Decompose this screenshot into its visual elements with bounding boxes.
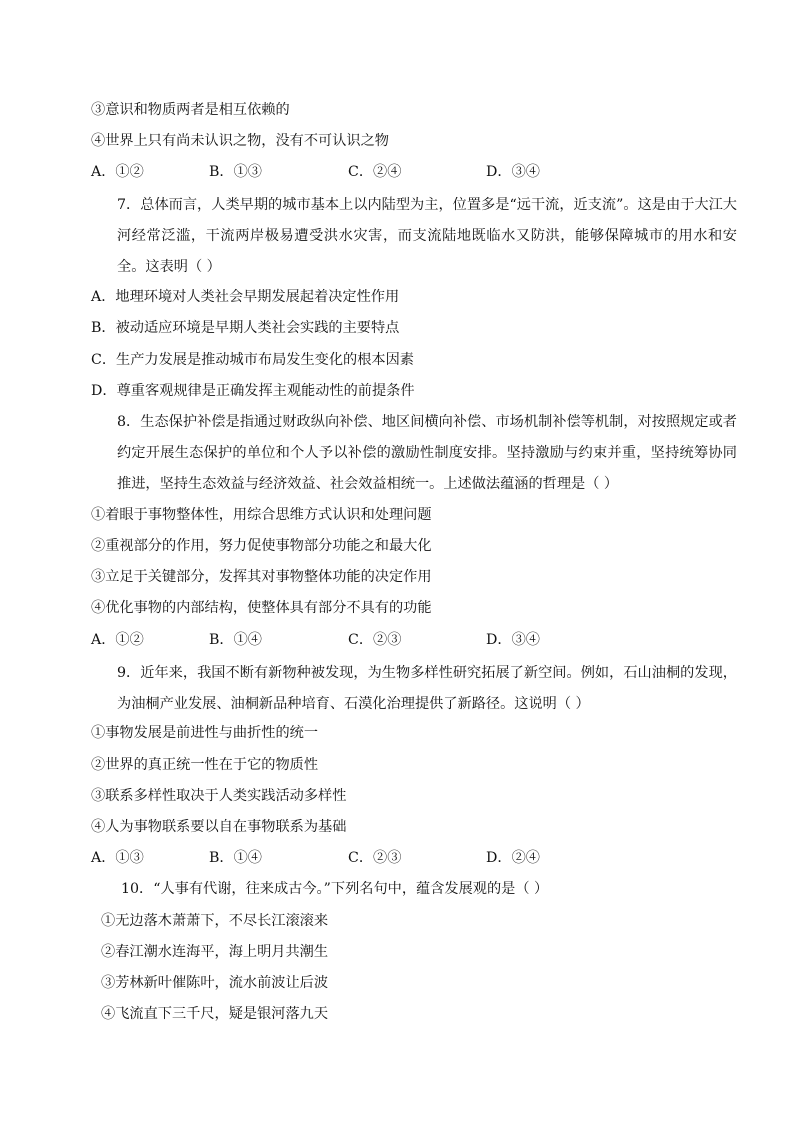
q8-option-c: C．②③ (348, 632, 402, 648)
q8-stem: 8．生态保护补偿是指通过财政纵向补偿、地区间横向补偿、市场机制补偿等机制，对按照规定或者约定开展生态保护的单位和个人予以补偿的激励性制度安排。坚持激励与约束并重，坚持统筹协同推进，坚持生态效益与经济效益、社会效益相统一。上述做法蕴涵的哲理是（ ） (117, 414, 737, 492)
q8-item-1: ①着眼于事物整体性，用综合思维方式认识和处理问题 (91, 507, 432, 523)
q9-item-3: ③联系多样性取决于人类实践活动多样性 (91, 788, 347, 804)
q9-option-a: A．①③ (91, 850, 144, 866)
q9-option-b: B．①④ (209, 850, 262, 866)
q10-item-1: ①无边落木萧萧下，不尽长江滚滚来 (101, 913, 329, 929)
q6-item-3: ③意识和物质两者是相互依赖的 (91, 102, 290, 118)
q7-choice-d: D．尊重客观规律是正确发挥主观能动性的前提条件 (91, 383, 415, 399)
q7-choice-c: C．生产力发展是推动城市布局发生变化的根本因素 (91, 352, 414, 368)
q7-stem: 7．总体而言，人类早期的城市基本上以内陆型为主，位置多是“远干流，近支流”。这是由于大江大河经常泛滥，干流两岸极易遭受洪水灾害，而支流陆地既临水又防洪，能够保障城市的用水和安全。这表明（ ） (117, 197, 737, 275)
q9-options (91, 848, 731, 868)
q6-option-c: C．②④ (348, 164, 402, 180)
q8-option-a: A．①② (91, 632, 144, 648)
q7-choice-b: B．被动适应环境是早期人类社会实践的主要特点 (91, 320, 400, 336)
q6-option-d: D．③④ (486, 164, 540, 180)
q8-option-b: B．①④ (209, 632, 262, 648)
q9-item-4: ④人为事物联系要以自在事物联系为基础 (91, 819, 347, 835)
q8-item-2: ②重视部分的作用，努力促使事物部分功能之和最大化 (91, 538, 432, 554)
q9-option-c: C．②③ (348, 850, 402, 866)
q10-item-3: ③芳林新叶催陈叶，流水前波让后波 (101, 975, 329, 991)
q8-option-d: D．③④ (486, 632, 540, 648)
q8-options (91, 630, 731, 650)
q8-item-4: ④优化事物的内部结构，使整体具有部分不具有的功能 (91, 600, 432, 616)
q10-stem: 10．“人事有代谢，往来成古今。”下列名句中，蕴含发展观的是（ ） (121, 881, 549, 897)
q9-item-2: ②世界的真正统一性在于它的物质性 (91, 757, 319, 773)
q9-option-d: D．②④ (486, 850, 540, 866)
q9-stem: 9．近年来，我国不断有新物种被发现，为生物多样性研究拓展了新空间。例如，石山油桐的发现，为油桐产业发展、油桐新品种培育、石漠化治理提供了新路径。这说明（ ） (117, 665, 737, 712)
q6-option-b: B．①③ (209, 164, 262, 180)
q6-option-a: A．①② (91, 164, 144, 180)
q9-item-1: ①事物发展是前进性与曲折性的统一 (91, 725, 319, 741)
q6-item-4: ④世界上只有尚未认识之物，没有不可认识之物 (91, 133, 389, 149)
q10-item-2: ②春江潮水连海平，海上明月共潮生 (101, 944, 329, 960)
q10-item-4: ④飞流直下三千尺，疑是银河落九天 (101, 1006, 329, 1022)
q6-options (91, 162, 731, 182)
q7-choice-a: A．地理环境对人类社会早期发展起着决定性作用 (91, 289, 400, 305)
q8-item-3: ③立足于关键部分，发挥其对事物整体功能的决定作用 (91, 569, 432, 585)
